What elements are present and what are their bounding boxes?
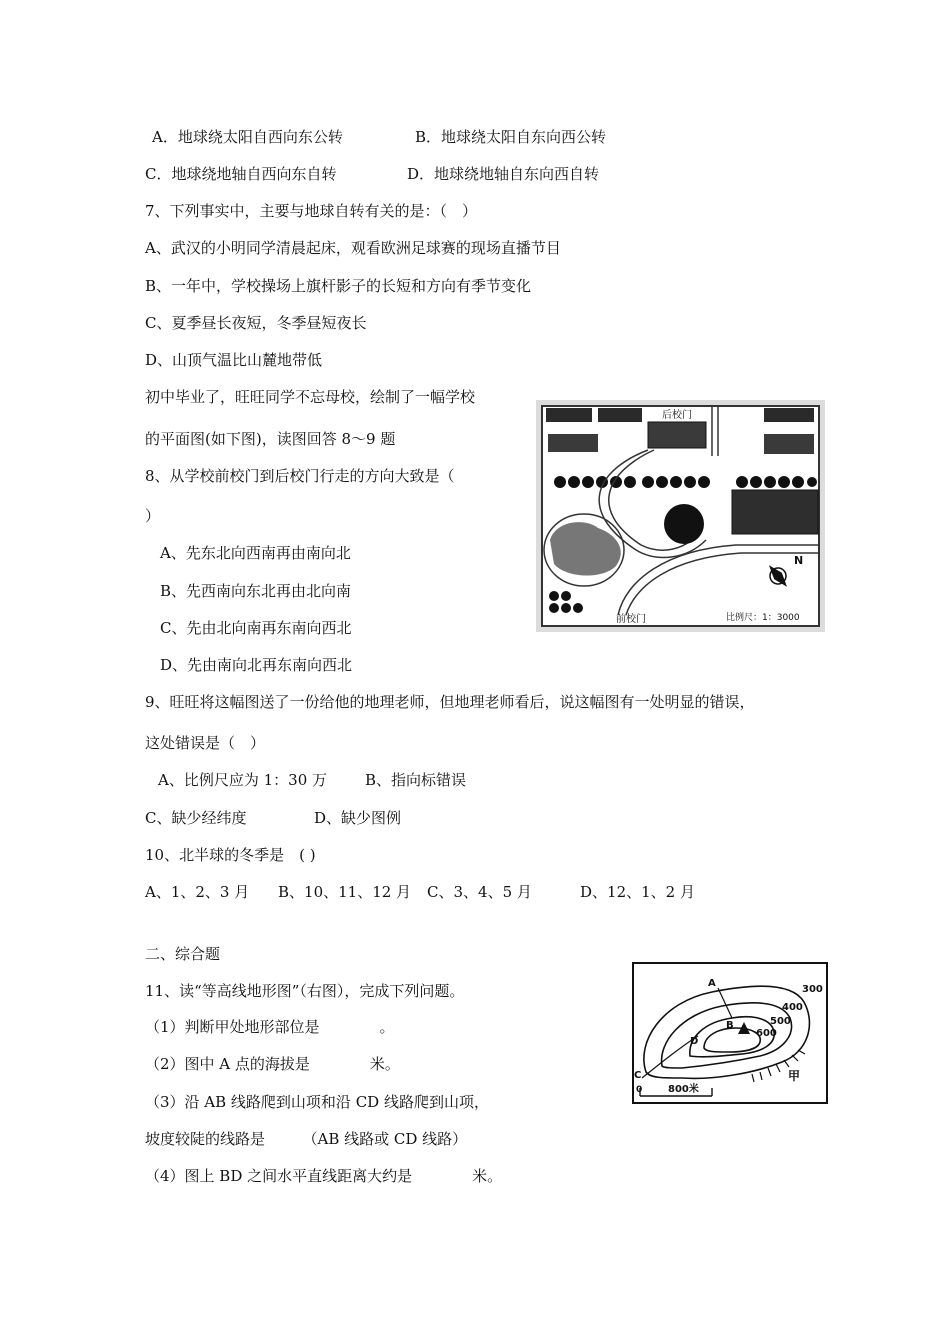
scale-zero-label: 0 [636, 1085, 643, 1095]
q9-stem: 9、旺旺将这幅图送了一份给他的地理老师，但地理老师看后，说这幅图有一处明显的错误， [145, 693, 755, 711]
back-gate-label: 后校门 [662, 410, 692, 421]
q7-option-c: C、夏季昼长夜短，冬季昼短夜长 [145, 314, 367, 332]
scale-label: 比例尺：1：3000 [726, 613, 800, 623]
q11-part-1: （1）判断甲处地形部位是 。 [145, 1018, 395, 1036]
q8-stem-close: ） [145, 507, 161, 525]
intro-line-2: 的平面图(如下图)，读图回答 8～9 题 [145, 430, 396, 448]
q7-stem: 7、下列事实中，主要与地球自转有关的是：（ ） [145, 202, 478, 220]
school-plan-map [536, 400, 825, 632]
section-title: 二、综合题 [145, 945, 221, 963]
q9-stem-2: 这处错误是（ ） [145, 734, 266, 752]
building [598, 408, 642, 422]
q7-option-d: D、山顶气温比山麓地带低 [145, 351, 323, 369]
building [764, 408, 814, 422]
point-b-label: B [726, 1020, 734, 1031]
q11-stem: 11、读“等高线地形图”（右图），完成下列问题。 [145, 982, 465, 1000]
place-label: 甲 [788, 1069, 801, 1083]
front-gate-label: 前校门 [616, 614, 646, 625]
q10-option-c: C、3、4、5 月 [427, 883, 532, 901]
q7-option-a: A、武汉的小明同学清晨起床，观看欧洲足球赛的现场直播节目 [145, 239, 561, 257]
q10-option-d: D、12、1、2 月 [580, 883, 695, 901]
q11-part-3b: 坡度较陡的线路是 （AB 线路或 CD 线路） [145, 1130, 468, 1148]
q10-option-b: B、10、11、12 月 [278, 883, 412, 901]
building [546, 408, 592, 422]
q11-part-3: （3）沿 AB 线路爬到山项和沿 CD 线路爬到山项， [145, 1093, 489, 1111]
q10-stem: 10、北半球的冬季是 ( ) [145, 846, 316, 864]
q6-option-b: B．地球绕太阳自东向西公转 [415, 128, 607, 146]
north-label: N [794, 554, 804, 567]
q8-option-c: C、先由北向南再东南向西北 [160, 619, 352, 637]
q6-option-c: C．地球绕地轴自西向东自转 [145, 165, 337, 183]
building [764, 434, 814, 454]
building [732, 490, 818, 534]
building [548, 434, 598, 452]
contour-label-500: 500 [770, 1016, 791, 1027]
q11-part-4: （4）图上 BD 之间水平直线距离大约是 米。 [145, 1167, 503, 1185]
q9-option-c: C、缺少经纬度 [145, 809, 247, 827]
q8-option-b: B、先西南向东北再由北向南 [160, 582, 352, 600]
point-c-label: C [634, 1070, 642, 1081]
q10-option-a: A、1、2、3 月 [145, 883, 250, 901]
q8-option-d: D、先由南向北再东南向西北 [160, 656, 353, 674]
contour-label-300: 300 [802, 984, 823, 995]
q9-option-a: A、比例尺应为 1：30 万 [158, 771, 327, 789]
q6-option-a: A．地球绕太阳自西向东公转 [152, 128, 343, 146]
q11-part-2: （2）图中 A 点的海拔是 米。 [145, 1055, 400, 1073]
scale-distance-label: 800米 [668, 1084, 699, 1095]
contour-label-400: 400 [782, 1002, 803, 1013]
contour-map [632, 962, 828, 1104]
round-building [664, 504, 704, 544]
q8-option-a: A、先东北向西南再由南向北 [160, 544, 351, 562]
q7-option-b: B、一年中，学校操场上旗杆影子的长短和方向有季节变化 [145, 277, 532, 295]
q6-option-d: D．地球绕地轴自东向西自转 [407, 165, 600, 183]
intro-line-1: 初中毕业了，旺旺同学不忘母校，绘制了一幅学校 [145, 388, 476, 406]
building [648, 422, 706, 448]
point-d-label: D [690, 1036, 699, 1047]
q8-stem: 8、从学校前校门到后校门行走的方向大致是（ [145, 467, 455, 485]
contour-label-600: 600 [756, 1028, 777, 1039]
q9-option-b: B、指向标错误 [365, 771, 467, 789]
point-a-label: A [708, 978, 716, 989]
q9-option-d: D、缺少图例 [314, 809, 402, 827]
